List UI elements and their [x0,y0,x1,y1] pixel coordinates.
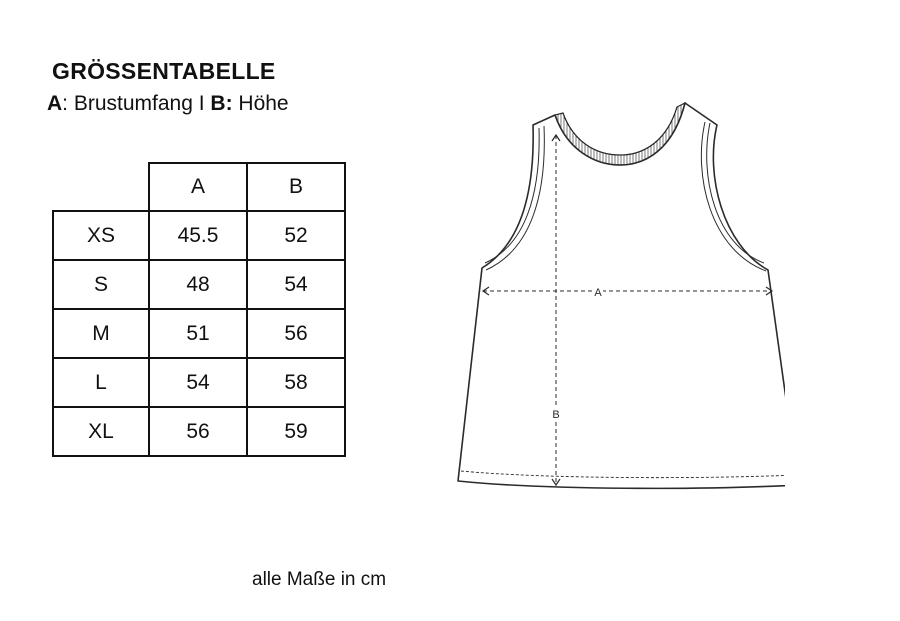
size-cell: XL [53,407,149,456]
tank-top-diagram [455,95,785,505]
legend-a-key: A [47,92,63,115]
legend-b-key: B: [210,92,233,115]
value-a-cell: 45.5 [149,211,247,260]
value-b-cell: 58 [247,358,345,407]
page-title: GRÖSSENTABELLE [52,58,276,84]
table-row [53,358,345,407]
units-note: alle Maße in cm [252,569,387,590]
measure-label-a: A [594,287,602,299]
value-a-cell: 54 [149,358,247,407]
table-row [53,407,345,456]
legend-b-text: Höhe [232,92,289,115]
measurement-legend [47,92,289,116]
table-header-row [53,163,345,211]
table-row [53,211,345,260]
size-cell: XS [53,211,149,260]
size-cell: M [53,309,149,358]
value-a-cell: 51 [149,309,247,358]
value-a-cell: 56 [149,407,247,456]
value-b-cell: 59 [247,407,345,456]
table-header-b: B [247,163,345,211]
value-a-cell: 48 [149,260,247,309]
size-cell: S [53,260,149,309]
measure-label-b: B [552,409,560,421]
legend-a-text: : Brustumfang I [62,92,211,115]
table-row [53,260,345,309]
value-b-cell: 54 [247,260,345,309]
size-cell: L [53,358,149,407]
table-header-a: A [149,163,247,211]
value-b-cell: 52 [247,211,345,260]
table-row [53,309,345,358]
value-b-cell: 56 [247,309,345,358]
table-header-corner [53,163,149,211]
size-table [52,162,346,457]
